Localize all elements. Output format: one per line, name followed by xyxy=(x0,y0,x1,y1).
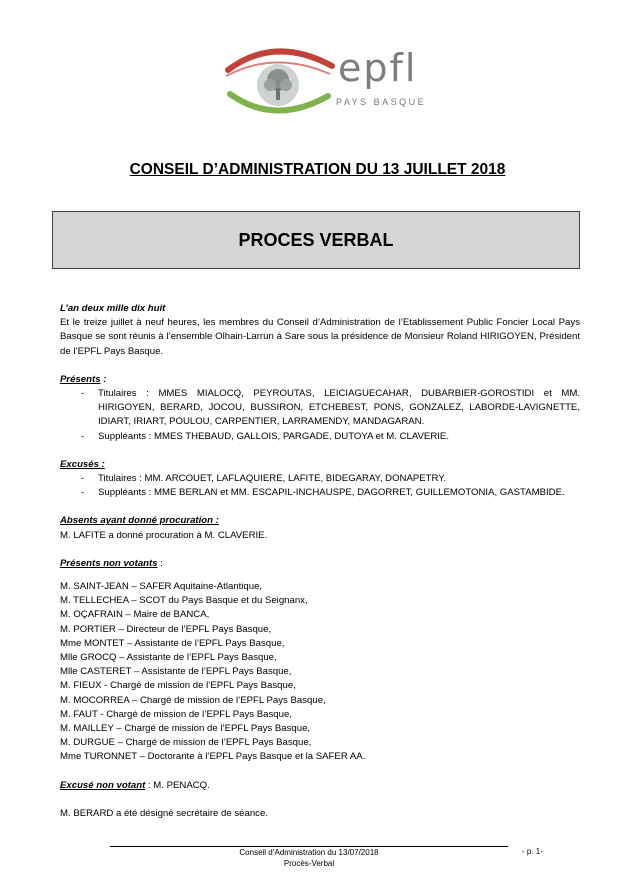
list-item: Mme MONTET – Assistante de l’EPFL Pays Basque, xyxy=(60,637,285,649)
footer-line-1: Conseil d’Administration du 13/07/2018 xyxy=(239,848,379,857)
document-title: CONSEIL D’ADMINISTRATION DU 13 JUILLET 2018 xyxy=(129,161,506,178)
list-item: M. OÇAFRAIN – Maire de BANCA, xyxy=(60,609,210,621)
presents-colon: : xyxy=(100,373,107,385)
intro-paragraph: Et le treize juillet à neuf heures, les membres du Conseil d’Administration de l’Etablissement Public Foncier Local Pays Basque se sont réunis à l’ensemble Olhain-Larrun à Sare sous la présidence de Monsieur Roland HIRIGOYEN, Président de l’EPFL Pays Basque. xyxy=(60,317,580,357)
list-item: M. TELLECHEA – SCOT du Pays Basque et du Seignanx, xyxy=(60,595,308,607)
document-body xyxy=(60,302,580,821)
list-item: M. MAILLEY – Chargé de mission de l’EPFL Pays Basque, xyxy=(60,723,311,735)
excuses-heading: Excusés : xyxy=(60,458,105,470)
intro-heading: L’an deux mille dix huit xyxy=(60,303,166,314)
non-votants-heading: Présents non votants xyxy=(60,557,158,569)
list-item: Mme TURONNET – Doctorante à l’EPFL Pays Basque et la SAFER AA. xyxy=(60,751,366,763)
non-votants-list xyxy=(60,580,580,765)
list-item: - Suppléants : MMES THEBAUD, GALLOIS, PARGADE, DUTOYA et M. CLAVERIE. xyxy=(84,430,580,444)
page-number: - p. 1- xyxy=(522,847,543,856)
list-item: M. SAINT-JEAN – SAFER Aquitaine-Atlantique, xyxy=(60,581,263,593)
box-title: PROCES VERBAL xyxy=(238,229,394,250)
list-item: Mlle CASTERET – Assistante de l’EPFL Pays Basque, xyxy=(60,666,292,678)
proces-verbal-box xyxy=(52,211,580,269)
list-item: M. FIEUX - Chargé de mission de l’EPFL Pays Basque, xyxy=(60,680,296,692)
list-item: Mlle GROCQ – Assistante de l’EPFL Pays Basque, xyxy=(60,652,277,664)
list-item: - Titulaires : MMES MIALOCQ, PEYROUTAS, LEICIAGUECAHAR, DUBARBIER-GOROSTIDI et MM. HIRIGOYEN, BERARD, JOCOU, BUSSIRON, ETCHEBEST, PONS, GONZALEZ, LABORDE-LAVIGNETTE, IDIART, IRIART, POULOU, CARPENTIER, LARRAMENDY, MANDAGARAN. xyxy=(84,387,580,430)
presents-heading-line xyxy=(60,373,580,387)
secretary-text: M. BERARD a été désigné secrétaire de séance. xyxy=(60,807,268,819)
footer-line-2: Procès-Verbal xyxy=(283,858,335,868)
logo-wordmark: epfl xyxy=(338,46,418,90)
list-item: M. MOCORREA – Chargé de mission de l’EPFL Pays Basque, xyxy=(60,694,326,706)
non-votants-heading-line xyxy=(60,557,580,571)
non-votants-colon: : xyxy=(157,557,163,569)
excuse-non-votant-line xyxy=(60,779,580,793)
page-footer xyxy=(110,846,508,869)
excuses-list xyxy=(60,472,580,500)
excuse-non-votant-text: : M. PENACQ. xyxy=(145,779,210,791)
list-item: M. FAUT - Chargé de mission de l’EPFL Pays Basque, xyxy=(60,708,292,720)
absents-text: M. LAFITE a donné procuration à M. CLAVERIE. xyxy=(60,529,268,541)
excuse-non-votant-heading: Excusé non votant xyxy=(60,779,146,791)
absents-heading: Absents ayant donné procuration : xyxy=(60,515,219,527)
list-item: M. PORTIER – Directeur de l’EPFL Pays Basque, xyxy=(60,623,272,635)
list-item: M. DURGUE – Chargé de mission de l’EPFL Pays Basque, xyxy=(60,737,312,749)
list-item: - Suppléants : MME BERLAN et MM. ESCAPIL-INCHAUSPE, DAGORRET, GUILLEMOTONIA, GASTAMBIDE. xyxy=(84,486,580,500)
tree-emblem-icon xyxy=(220,40,340,120)
logo-subtitle: PAYS BASQUE xyxy=(336,97,427,107)
presents-heading: Présents xyxy=(60,373,101,385)
list-item: - Titulaires : MM. ARCOUET, LAFLAQUIERE, LAFITE, BIDEGARAY, DONAPETRY. xyxy=(84,472,580,486)
epfl-logo xyxy=(220,40,450,120)
presents-list xyxy=(60,387,580,444)
